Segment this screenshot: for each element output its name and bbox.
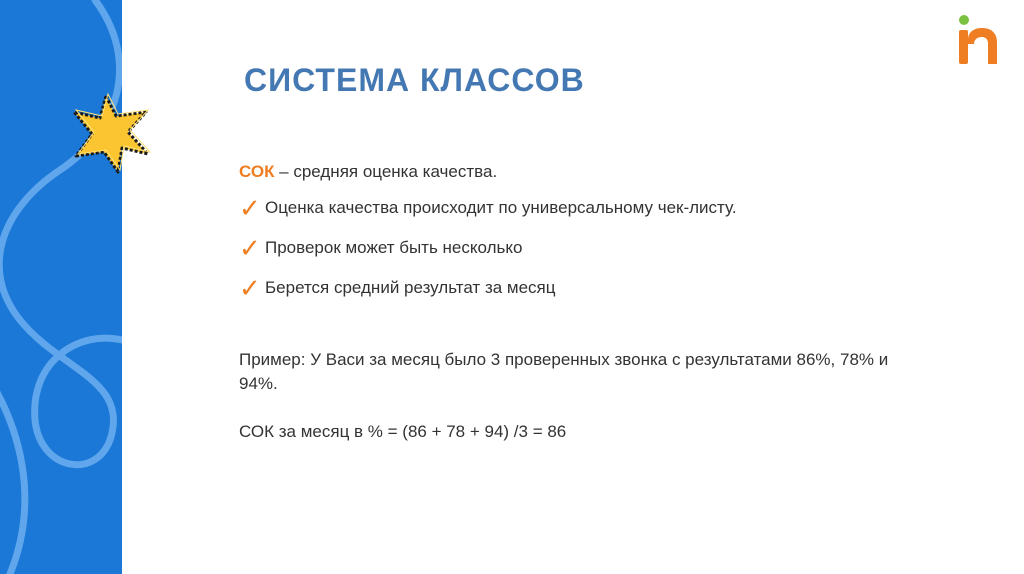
definition-term: СОК: [239, 162, 275, 181]
checkmark-icon: ✓: [239, 193, 261, 223]
decorative-swirl: [0, 0, 122, 574]
checkmark-icon: ✓: [239, 233, 261, 263]
example-text: Пример: У Васи за месяц было 3 проверенных звонка с результатами 86%, 78% и 94%.: [239, 350, 889, 393]
bullet-item: [239, 273, 939, 303]
formula-text: СОК за месяц в % = (86 + 78 + 94) /3 = 86: [239, 422, 567, 441]
bullet-text: Оценка качества происходит по универсальному чек-листу.: [265, 198, 737, 217]
slide-content: [239, 160, 939, 444]
bullet-text: Берется средний результат за месяц: [265, 278, 556, 297]
star-icon: [66, 92, 154, 176]
definition-text: – средняя оценка качества.: [274, 162, 498, 181]
bullet-text: Проверок может быть несколько: [265, 238, 523, 257]
definition-line: [239, 160, 939, 184]
checkmark-icon: ✓: [239, 273, 261, 303]
bullet-item: [239, 233, 939, 263]
bullet-item: [239, 193, 939, 223]
side-band: [0, 0, 122, 574]
slide-title: СИСТЕМА КЛАССОВ: [244, 62, 585, 98]
brand-logo-icon: [955, 14, 1001, 66]
